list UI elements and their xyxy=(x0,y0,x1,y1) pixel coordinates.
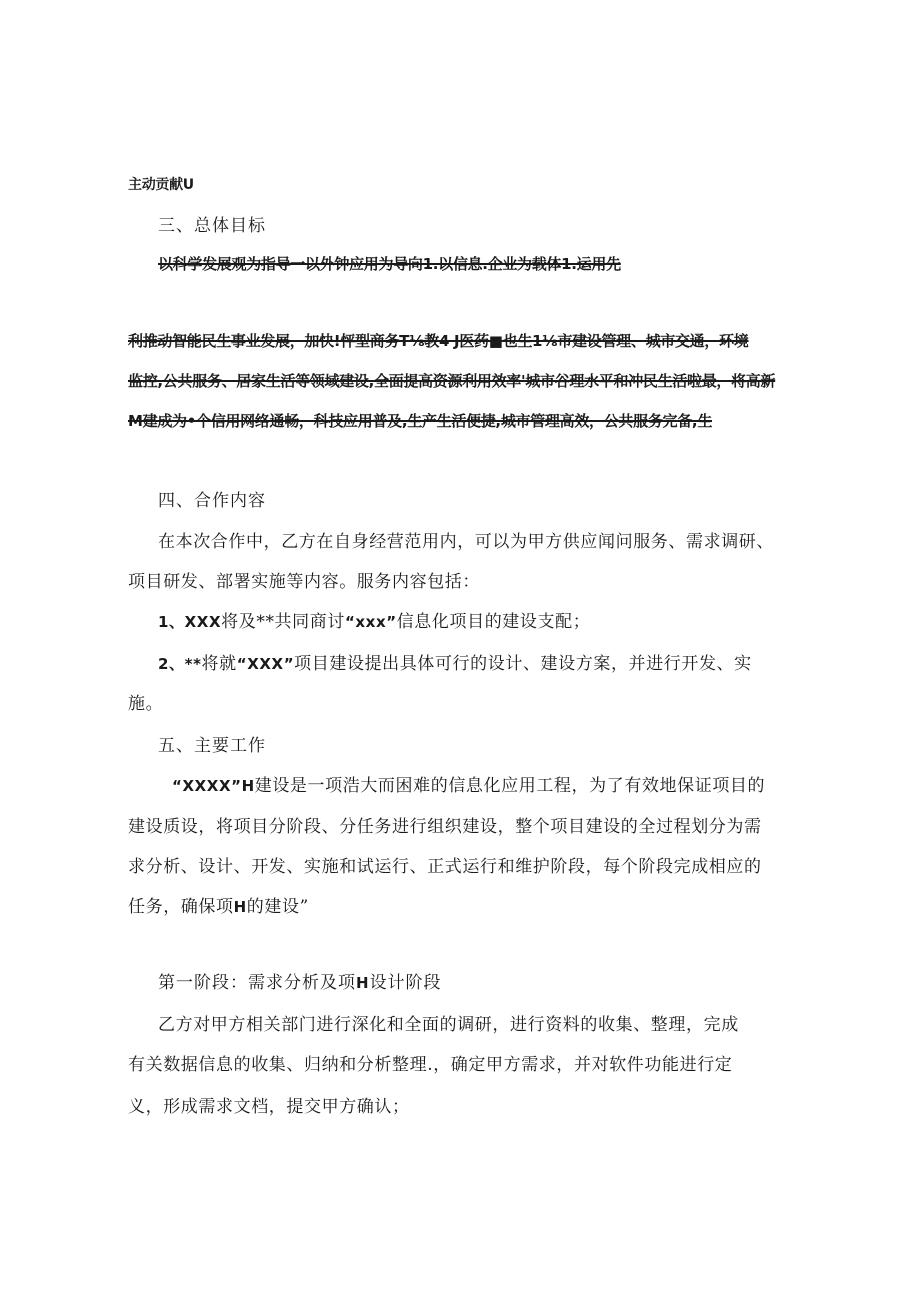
item-2-quoted: “XXX” xyxy=(236,655,295,673)
section-5-para-line-4-bold: H xyxy=(233,898,247,916)
service-item-2-continuation: 施。 xyxy=(128,694,164,714)
phase-1-line-1: 乙方对甲方相关部门进行深化和全面的调研，进行资料的收集、整理，完成 xyxy=(158,1015,739,1035)
item-1-text: 将及**共同商讨 xyxy=(221,612,345,632)
item-2-text: 将就 xyxy=(201,654,237,674)
service-item-1 xyxy=(158,607,590,632)
item-1-quoted: “xxx” xyxy=(344,613,397,631)
section-5-para-line-4-b: 的建设” xyxy=(246,897,309,917)
phase-1-heading-a: 第一阶段：需求分析及项 xyxy=(158,973,356,993)
phase-1-line-2: 有关数据信息的收集、归纳和分析整理.，确定甲方需求，并对软件功能进行定 xyxy=(128,1055,733,1075)
item-2-marker: 2、** xyxy=(158,655,202,673)
section-5-para-line-3: 求分析、设计、开发、实施和试运行、正式运行和维护阶段，每个阶段完成相应的 xyxy=(128,857,762,877)
section-5-para-line-2: 建设质设，将项目分阶段、分任务进行组织建设，整个项目建设的全过程划分为需 xyxy=(128,817,762,837)
phase-1-line-3: 义，形成需求文档，提交甲方确认； xyxy=(128,1097,410,1117)
section-4-heading: 四、合作内容 xyxy=(158,491,266,511)
section-5-para-line-4-a: 任务，确保项 xyxy=(128,897,234,917)
section-3-garbled-line-2: 利推动智能民生事业发展，加快!怦型商务T⅛教4 J医药■也生1⅛市建设管理、城市交通，环境 xyxy=(128,332,749,350)
section-5-para-line-1 xyxy=(172,771,765,796)
item-2-tail: 项目建设提出具体可行的设计、建设方案，并进行开发、实 xyxy=(294,654,752,674)
section-3-garbled-line-1: 以科学发展观为指导一以外钟应用为导向1.以信息.企业为载体1.运用先 xyxy=(158,255,621,273)
phase-1-heading xyxy=(158,968,442,993)
service-item-2 xyxy=(158,649,752,674)
project-name-bold: “XXXX”H xyxy=(172,777,255,795)
section-5-para-line-1-rest: 建设是一项浩大而困难的信息化应用工程，为了有效地保证项目的 xyxy=(254,776,766,796)
phase-1-heading-bold: H xyxy=(356,974,370,992)
section-4-intro-line-1: 在本次合作中，乙方在自身经营范用内，可以为甲方供应闻问服务、需求调研、 xyxy=(158,532,774,552)
item-1-tail: 信息化项目的建设支配； xyxy=(396,612,591,632)
section-4-intro-line-2: 项目研发、部署实施等内容。服务内容包括： xyxy=(128,572,480,592)
section-5-heading: 五、主要工作 xyxy=(158,736,266,756)
section-3-garbled-line-3: 监控,公共服务、居家生活等领域建设,全面提高资源利用效率'城市谷理水平和冲民生活啦最，将高新 xyxy=(128,372,776,390)
phase-1-heading-b: 设计阶段 xyxy=(369,973,442,993)
opening-fragment: 主动贡献U xyxy=(128,177,194,193)
item-1-marker: 1、XXX xyxy=(158,613,222,631)
section-3-heading: 三、总体目标 xyxy=(158,216,266,236)
section-3-garbled-line-4: M建成为•个信用网络通畅，科技应用普及,生产生活便捷,城市管理高效，公共服务完备,生 xyxy=(128,412,713,430)
section-5-para-line-4 xyxy=(128,892,309,917)
